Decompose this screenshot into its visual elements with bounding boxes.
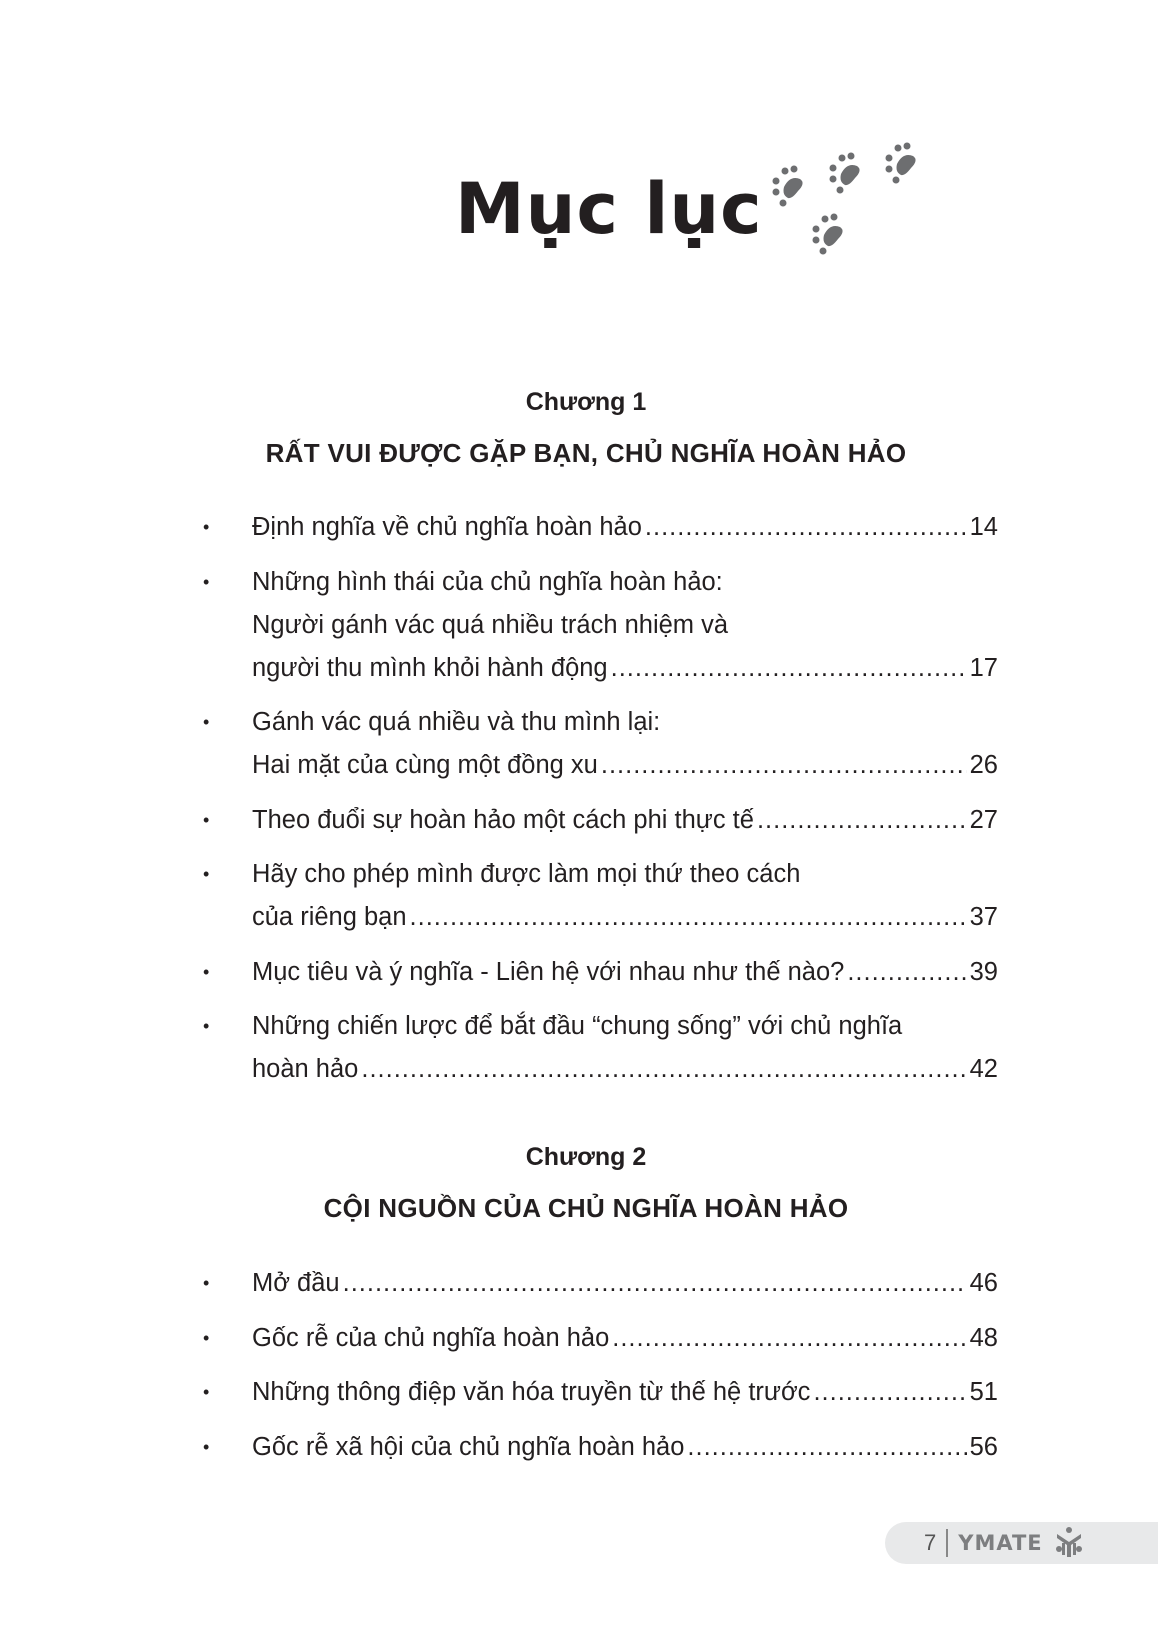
toc-entry-title: Định nghĩa về chủ nghĩa hoàn hảo — [252, 513, 642, 541]
bullet-icon: • — [203, 1327, 210, 1348]
chapter-1-toc-list — [200, 506, 998, 1103]
toc-entry-title: Mục tiêu và ý nghĩa - Liên hệ với nhau như thế nào? — [252, 957, 845, 986]
bullet-icon: • — [203, 1273, 210, 1293]
brand-logo-icon — [1053, 1527, 1085, 1559]
chapter-2-label: Chương 2 — [525, 1143, 647, 1171]
bullet-icon: • — [203, 809, 210, 830]
toc-entry-title: Hai mặt của cùng một đồng xu — [252, 751, 598, 779]
toc-entry[interactable] — [200, 799, 998, 842]
dot-leader — [687, 1426, 966, 1469]
toc-entry-title: Người gánh vác quá nhiều trách nhiệm và — [252, 610, 729, 639]
toc-entry-title: người thu mình khỏi hành động — [252, 653, 608, 682]
toc-entry-title: Hãy cho phép mình được làm mọi thứ theo cách — [252, 860, 801, 888]
bullet-icon: • — [203, 864, 210, 884]
dot-leader — [410, 896, 967, 939]
toc-page-number: 42 — [969, 1055, 998, 1083]
dot-leader — [612, 1317, 966, 1360]
toc-entry-title: Gánh vác quá nhiều và thu mình lại: — [252, 708, 661, 736]
toc-entry-title: Mở đầu — [252, 1269, 340, 1297]
toc-page-number: 48 — [969, 1323, 998, 1352]
bullet-icon: • — [203, 712, 210, 732]
paw-prints-icon — [770, 140, 940, 270]
bullet-icon: • — [203, 571, 210, 592]
toc-page-number: 17 — [969, 653, 998, 682]
dot-leader — [343, 1262, 967, 1305]
toc-entry[interactable] — [200, 1317, 998, 1360]
toc-page-number: 56 — [969, 1432, 998, 1461]
brand-name: YMATE — [958, 1531, 1043, 1555]
toc-entry[interactable] — [200, 506, 998, 549]
dot-leader — [645, 506, 967, 549]
dot-leader — [847, 951, 966, 994]
toc-page-number: 39 — [969, 957, 998, 986]
toc-page-number: 37 — [969, 903, 998, 931]
toc-page-number: 46 — [969, 1269, 998, 1297]
dot-leader — [601, 744, 967, 787]
toc-page-number: 51 — [969, 1378, 998, 1406]
toc-entry-title: hoàn hảo — [252, 1055, 359, 1083]
toc-entry-title: của riêng bạn — [252, 903, 407, 931]
chapter-1-heading: RẤT VUI ĐƯỢC GẶP BẠN, CHỦ NGHĨA HOÀN HẢO — [265, 438, 907, 468]
dot-leader — [611, 647, 967, 690]
bullet-icon: • — [203, 1436, 210, 1457]
toc-entry[interactable] — [200, 853, 998, 939]
page-footer — [885, 1522, 1158, 1564]
toc-entry-title: Những hình thái của chủ nghĩa hoàn hảo: — [252, 567, 723, 596]
toc-entry[interactable] — [200, 1262, 998, 1305]
chapter-2-heading: CỘI NGUỒN CỦA CHỦ NGHĨA HOÀN HẢO — [323, 1193, 849, 1223]
dot-leader — [757, 799, 967, 842]
bullet-icon: • — [203, 1016, 210, 1036]
page-title: Mục lục — [455, 168, 763, 250]
chapter-1-label: Chương 1 — [525, 388, 647, 416]
toc-page-number: 14 — [969, 513, 998, 541]
toc-page-number: 27 — [969, 805, 998, 834]
footer-divider — [946, 1529, 948, 1557]
toc-entry[interactable] — [200, 561, 998, 690]
page-number: 7 — [924, 1530, 937, 1555]
toc-entry-title: Theo đuổi sự hoàn hảo một cách phi thực tế — [252, 805, 754, 834]
bullet-icon: • — [203, 517, 210, 537]
bullet-icon: • — [203, 1382, 210, 1402]
toc-entry[interactable] — [200, 701, 998, 787]
chapter-2-toc-list — [200, 1262, 998, 1480]
toc-entry[interactable] — [200, 1426, 998, 1469]
toc-entry-title: Gốc rễ xã hội của chủ nghĩa hoàn hảo — [252, 1432, 685, 1461]
bullet-icon: • — [203, 961, 210, 982]
dot-leader — [361, 1048, 966, 1091]
toc-entry[interactable] — [200, 1005, 998, 1091]
toc-entry[interactable] — [200, 1371, 998, 1414]
toc-entry-title: Gốc rễ của chủ nghĩa hoàn hảo — [252, 1323, 610, 1352]
toc-entry-title: Những chiến lược để bắt đầu “chung sống” với chủ nghĩa — [252, 1012, 903, 1040]
toc-entry[interactable] — [200, 951, 998, 994]
toc-entry-title: Những thông điệp văn hóa truyền từ thế hệ trước — [252, 1378, 811, 1406]
dot-leader — [813, 1371, 966, 1414]
toc-page-number: 26 — [969, 751, 998, 779]
